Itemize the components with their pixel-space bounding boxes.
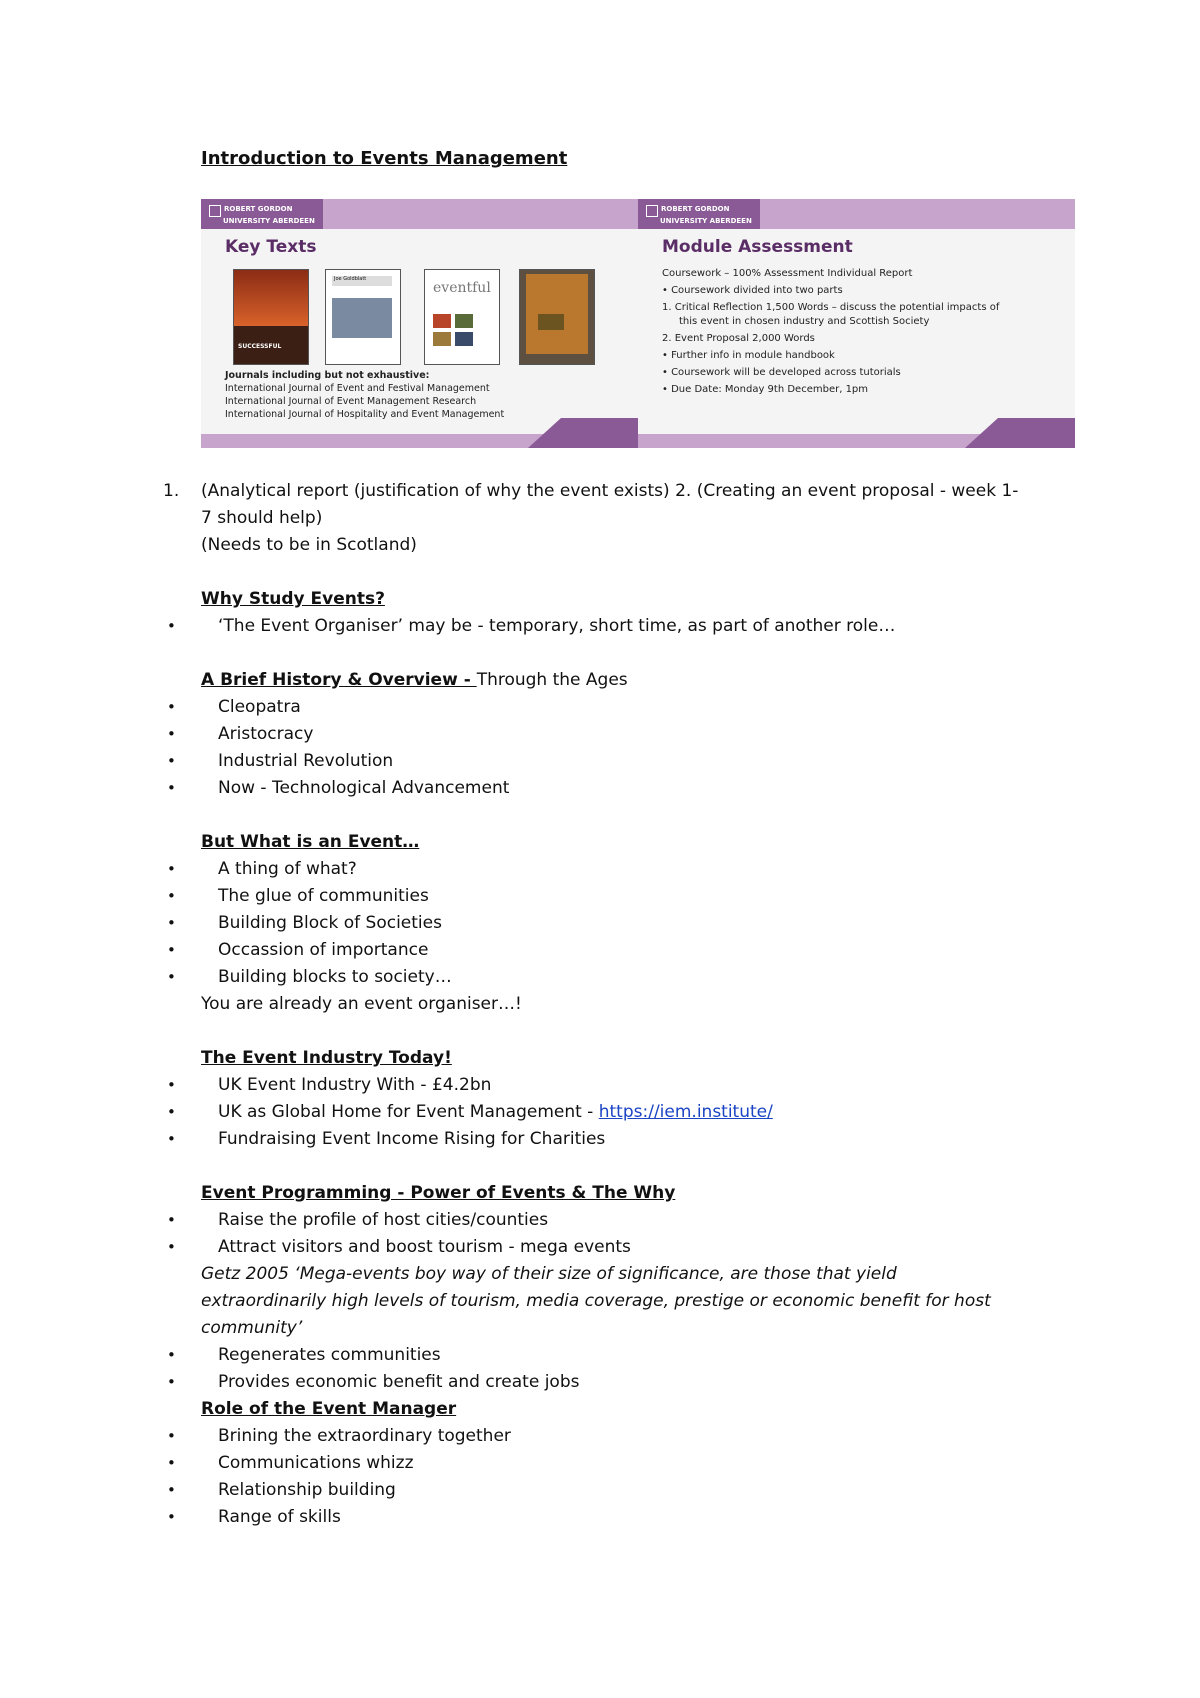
bullet-icon: • [167, 779, 176, 797]
list-item: Occassion of importance [218, 940, 429, 960]
bullet-icon: • [167, 1373, 176, 1391]
bullet-icon: • [167, 1427, 176, 1445]
list-item: Relationship building [218, 1480, 396, 1500]
list-item: A thing of what? [218, 859, 357, 879]
list-number: 1. [163, 481, 180, 501]
list-item: UK Event Industry With - £4.2bn [218, 1075, 492, 1095]
bullet-icon: • [167, 617, 176, 635]
heading-why-study: Why Study Events? [201, 589, 385, 609]
bullet-icon: • [167, 725, 176, 743]
list-item: Now - Technological Advancement [218, 778, 510, 798]
slide-heading: Module Assessment [662, 237, 853, 257]
bullet-icon: • [167, 1211, 176, 1229]
closing-text: You are already an event organiser…! [201, 994, 522, 1014]
list-item: Cleopatra [218, 697, 301, 717]
quote-line-1: Getz 2005 ‘Mega-events boy way of their size of significance, are those that yield [201, 1264, 897, 1284]
list-item: Fundraising Event Income Rising for Charities [218, 1129, 606, 1149]
university-logo: ROBERT GORDON UNIVERSITY ABERDEEN [209, 205, 315, 226]
numbered-line-1: (Analytical report (justification of why the event exists) 2. (Creating an event proposal - week 1- [201, 481, 1019, 501]
list-item: Communications whizz [218, 1453, 414, 1473]
list-item: Provides economic benefit and create jobs [218, 1372, 580, 1392]
slide-key-texts [201, 199, 638, 448]
book-cover-eventful: eventful [424, 269, 500, 365]
heading-history: A Brief History & Overview - Through the Ages [201, 670, 628, 690]
slide-bottom-accent [528, 418, 638, 448]
document-title: Introduction to Events Management [201, 148, 568, 169]
slide-module-assessment [638, 199, 1075, 448]
bullet-icon: • [167, 914, 176, 932]
quote-line-3: community’ [201, 1318, 303, 1338]
university-logo: ROBERT GORDON UNIVERSITY ABERDEEN [646, 205, 752, 226]
bullet-icon: • [167, 887, 176, 905]
book-cover-successful: SUCCESSFUL [233, 269, 309, 365]
heading-what-is-event: But What is an Event… [201, 832, 420, 852]
assessment-details: Coursework – 100% Assessment Individual Report • Coursework divided into two parts 1. Critical Reflection 1,500 Words – discuss the potential impacts of this event in chosen industry and Scottish Society 2. Event Proposal 2,000 Words • Further info in module handbook • Coursework will be developed across tutorials • Due Date: Monday 9th December, 1pm [662, 268, 1000, 395]
list-item: Brining the extraordinary together [218, 1426, 511, 1446]
list-item: Attract visitors and boost tourism - mega events [218, 1237, 631, 1257]
list-item: Industrial Revolution [218, 751, 394, 771]
bullet-icon: • [167, 1103, 176, 1121]
bullet-icon: • [167, 698, 176, 716]
list-item: Building Block of Societies [218, 913, 442, 933]
bullet-icon: • [167, 1130, 176, 1148]
bullet-icon: • [167, 941, 176, 959]
bullet-icon: • [167, 1508, 176, 1526]
bullet-icon: • [167, 752, 176, 770]
book-cover-goldblatt: Joe Goldblatt [325, 269, 401, 365]
iem-institute-link[interactable]: https://iem.institute/ [598, 1102, 773, 1122]
numbered-line-2: 7 should help) [201, 508, 323, 528]
journals-list: Journals including but not exhaustive: International Journal of Event and Festival Management International Journal of Event Management Research International Journal of Hospitality and Event Management [225, 370, 505, 420]
slide-bottom-accent [965, 418, 1075, 448]
heading-role-event-manager: Role of the Event Manager [201, 1399, 457, 1419]
heading-event-programming: Event Programming - Power of Events & The Why [201, 1183, 676, 1203]
heading-industry-today: The Event Industry Today! [201, 1048, 452, 1068]
list-item: UK as Global Home for Event Management - https://iem.institute/ [218, 1102, 773, 1122]
list-item: Raise the profile of host cities/counties [218, 1210, 549, 1230]
bullet-icon: • [167, 968, 176, 986]
bullet-icon: • [167, 1481, 176, 1499]
logo-mark-icon [209, 205, 221, 217]
logo-mark-icon [646, 205, 658, 217]
list-item: The glue of communities [218, 886, 429, 906]
book-cover-event-management [519, 269, 595, 365]
bullet-icon: • [167, 860, 176, 878]
list-item: Building blocks to society… [218, 967, 452, 987]
numbered-line-3: (Needs to be in Scotland) [201, 535, 417, 555]
slides-image [201, 199, 1075, 448]
list-item: Aristocracy [218, 724, 314, 744]
quote-line-2: extraordinarily high levels of tourism, media coverage, prestige or economic benefit for host [201, 1291, 991, 1311]
bullet-icon: • [167, 1346, 176, 1364]
list-item: ‘The Event Organiser’ may be - temporary, short time, as part of another role… [218, 616, 896, 636]
bullet-icon: • [167, 1238, 176, 1256]
list-item: Range of skills [218, 1507, 341, 1527]
bullet-icon: • [167, 1454, 176, 1472]
slide-heading: Key Texts [225, 237, 317, 257]
bullet-icon: • [167, 1076, 176, 1094]
list-item: Regenerates communities [218, 1345, 441, 1365]
